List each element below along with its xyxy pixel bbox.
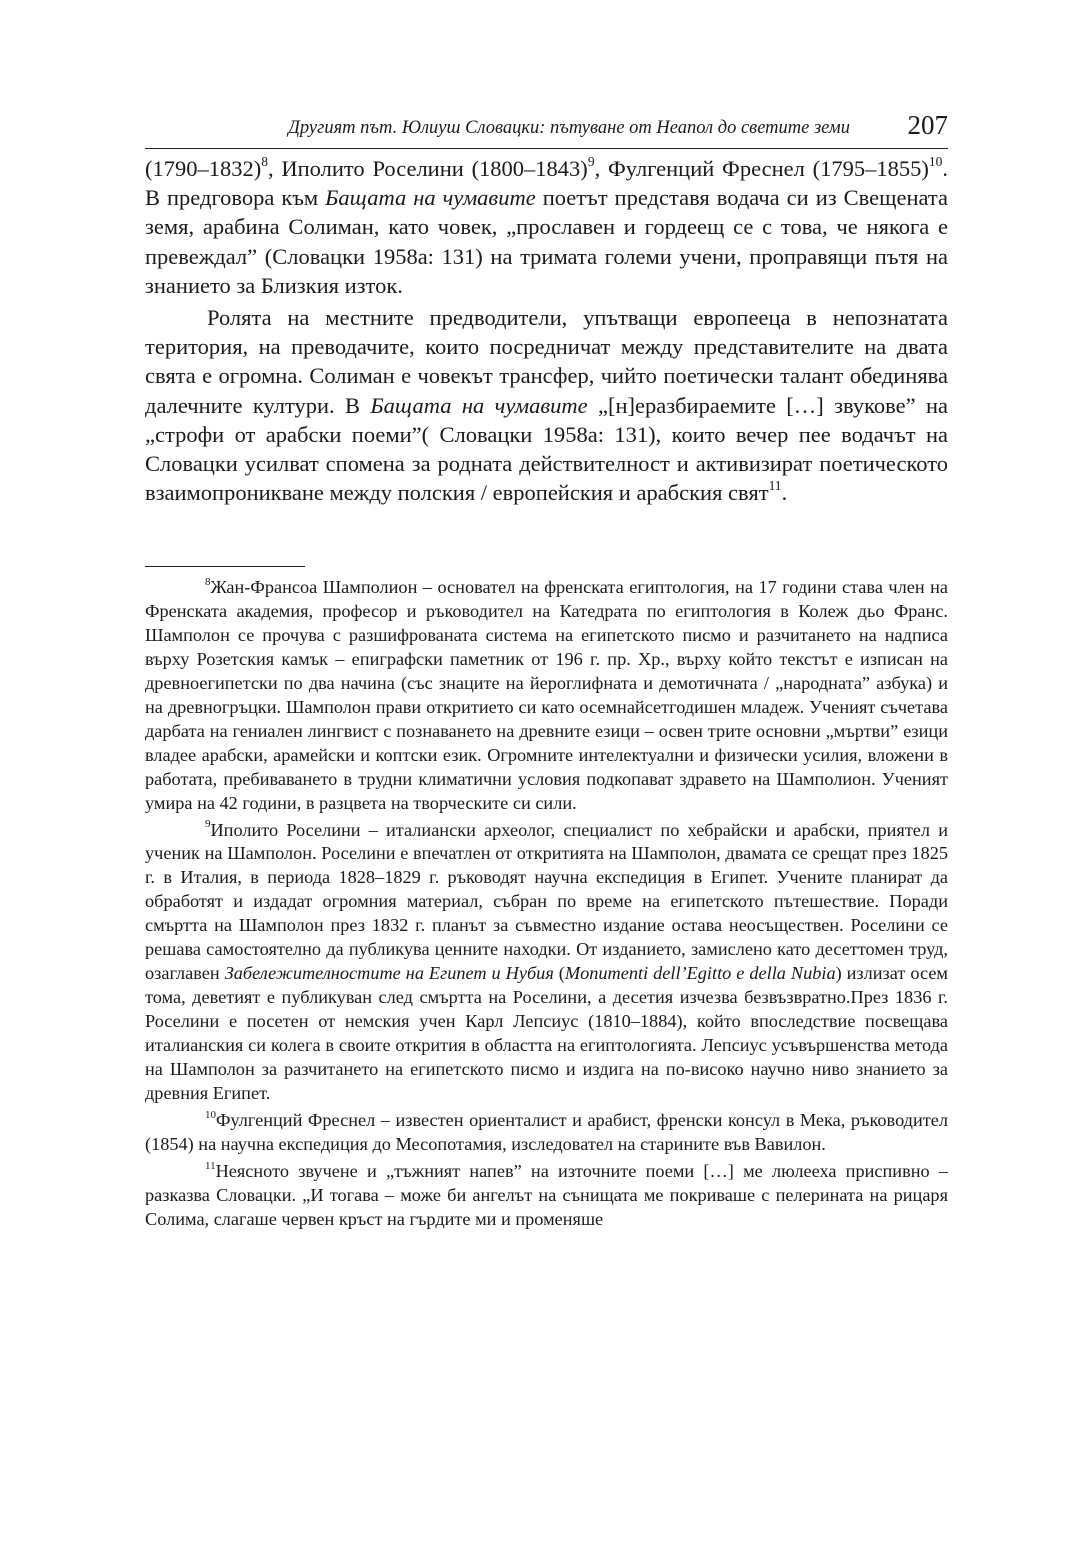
text-run: ) излизат осем тома, деветият е публикуван след смъртта на Роселини, а десетия изчезва безвъзвратно.През 1836 г. Роселини е посетен от немския учен Карл Лепсиус (1810–1884), който впоследствие посвещава италианския си колега в своите открития в областта на египтологията. Лепсиус усъвършенства метода на Шамполон за разчитането на египетското писмо и издига на по-високо научно ниво знанието за древния Египет. bbox=[145, 963, 949, 1104]
italic-title: Забележителностите на Египет и Нубия bbox=[224, 963, 554, 984]
text-run: , Иполито Роселини (1800–1843) bbox=[268, 156, 588, 181]
text-run: поетът представя водача си из Свещената земя, арабина Солиман, като човек, „прославен и гордеещ се с това, че някога е превеждал” (Словацки 1958а: 131) на тримата големи учени, проправящи пътя на знанието за Близкия изток. bbox=[145, 185, 948, 298]
footnote-marker: 10 bbox=[205, 1108, 216, 1121]
paragraph bbox=[145, 303, 948, 507]
footnotes bbox=[145, 576, 948, 1235]
text-run: Ролята на местните предводители, упътващи европееца в непознатата територия, на преводачите, които посредничат между представителите на двата свята е огромна. Солиман е човекът трансфер, чийто поетически талант обединява далечните култури. В bbox=[145, 305, 948, 418]
text-run: Фулгенций Фреснел – известен ориенталист и арабист, френски консул в Мека, ръководител (1854) на научна експедиция до Месопотамия, изследовател на старините във Вавилон. bbox=[145, 1109, 948, 1154]
text-run: „[н]еразбираемите […] звукове” на „строфи от арабски поеми”( Словацки 1958а: 131), които вечер пее водачът на Словацки усилват спомена за родната действителност и активизират поетическото взаимопроникване между полския / европейския и арабския свят bbox=[145, 392, 948, 506]
footnote bbox=[145, 1160, 948, 1232]
footnote-separator bbox=[145, 566, 305, 567]
footnote-marker: 8 bbox=[261, 154, 268, 170]
footnote bbox=[145, 1109, 948, 1157]
italic-title: Бащата на чумавите bbox=[325, 185, 536, 211]
footnote-marker: 10 bbox=[928, 154, 943, 170]
footnote bbox=[145, 576, 948, 816]
main-text bbox=[145, 154, 948, 507]
footnote-marker: 11 bbox=[205, 1159, 216, 1172]
page-number: 207 bbox=[907, 110, 948, 140]
footnote bbox=[145, 819, 948, 1106]
footnote-marker: 9 bbox=[587, 154, 595, 170]
text-run: , Фулгенций Фреснел (1795–1855) bbox=[594, 156, 929, 181]
footnote-marker: 8 bbox=[205, 575, 211, 588]
text-run: ( bbox=[553, 963, 565, 984]
text-run: . bbox=[781, 480, 788, 506]
italic-title: Бащата на чумавите bbox=[370, 392, 588, 418]
text-run: (1790–1832) bbox=[145, 156, 262, 181]
paragraph bbox=[145, 154, 948, 300]
text-run: Иполито Роселини – италиански археолог, специалист по хебрайски и арабски, приятел и ученик на Шамполон. Роселини е впечатлен от откритията на Шамполон, двамата се срещат през 1825 г. в Италия, в периода 1828–1829 г. ръководят научна експедиция в Египет. Учените планират да обработят и издадат огромния материал, събран по време на египетското пътешествие. Поради смъртта на Шамполон през 1832 г. планът за съвместно издание остава неосъществен. Роселини се решава самостоятелно да публикува ценните находки. От изданието, замислено като десеттомен труд, озаглавен bbox=[145, 819, 948, 984]
footnote-marker: 11 bbox=[768, 478, 782, 494]
footnote-marker: 9 bbox=[205, 818, 211, 831]
running-header bbox=[145, 112, 948, 149]
text-run: Неясното звучене и „тъжният напев” на източните поеми […] ме люлееха приспивно – разказва Словацки. „И тогава – може би ангелът на сънищата ме покриваше с пелерината на рицаря Солима, слагаше червен кръст на гърдите ми и променяше bbox=[145, 1160, 948, 1229]
text-run: . В предговора към bbox=[145, 156, 948, 211]
italic-title: Monumenti dell’Egitto e della Nubia bbox=[564, 963, 836, 984]
running-title: Другият път. Юлиуш Словацки: пътуване от Неапол до светите земи bbox=[288, 118, 850, 138]
text-run: Жан-Франсоа Шамполион – основател на френската египтология, на 17 години става член на Френската академия, професор и ръководител на Катедрата по египтология в Колеж дьо Франс. Шамполон се прочува с разшифрованата система на египетското писмо и разчитането на надписа върху Розетския камък – епиграфски паметник от 196 г. пр. Хр., върху който текстът е изписан на древноегипетски по два начина (със знаците на йероглифната и демотичната / „народната” азбука) и на древногръцки. Шамполон прави откритието си като осемнайсетгодишен младеж. Ученият съчетава дарбата на гениален лингвист с познаването на древните езици – освен трите основни „мъртви” езици владее арабски, арамейски и коптски език. Огромните интелектуални и физически усилия, вложени в работата, пребиваването в трудни климатични условия подкопават здравето на Шамполион. Ученият умира на 42 години, в разцвета на творческите си сили. bbox=[145, 577, 948, 813]
